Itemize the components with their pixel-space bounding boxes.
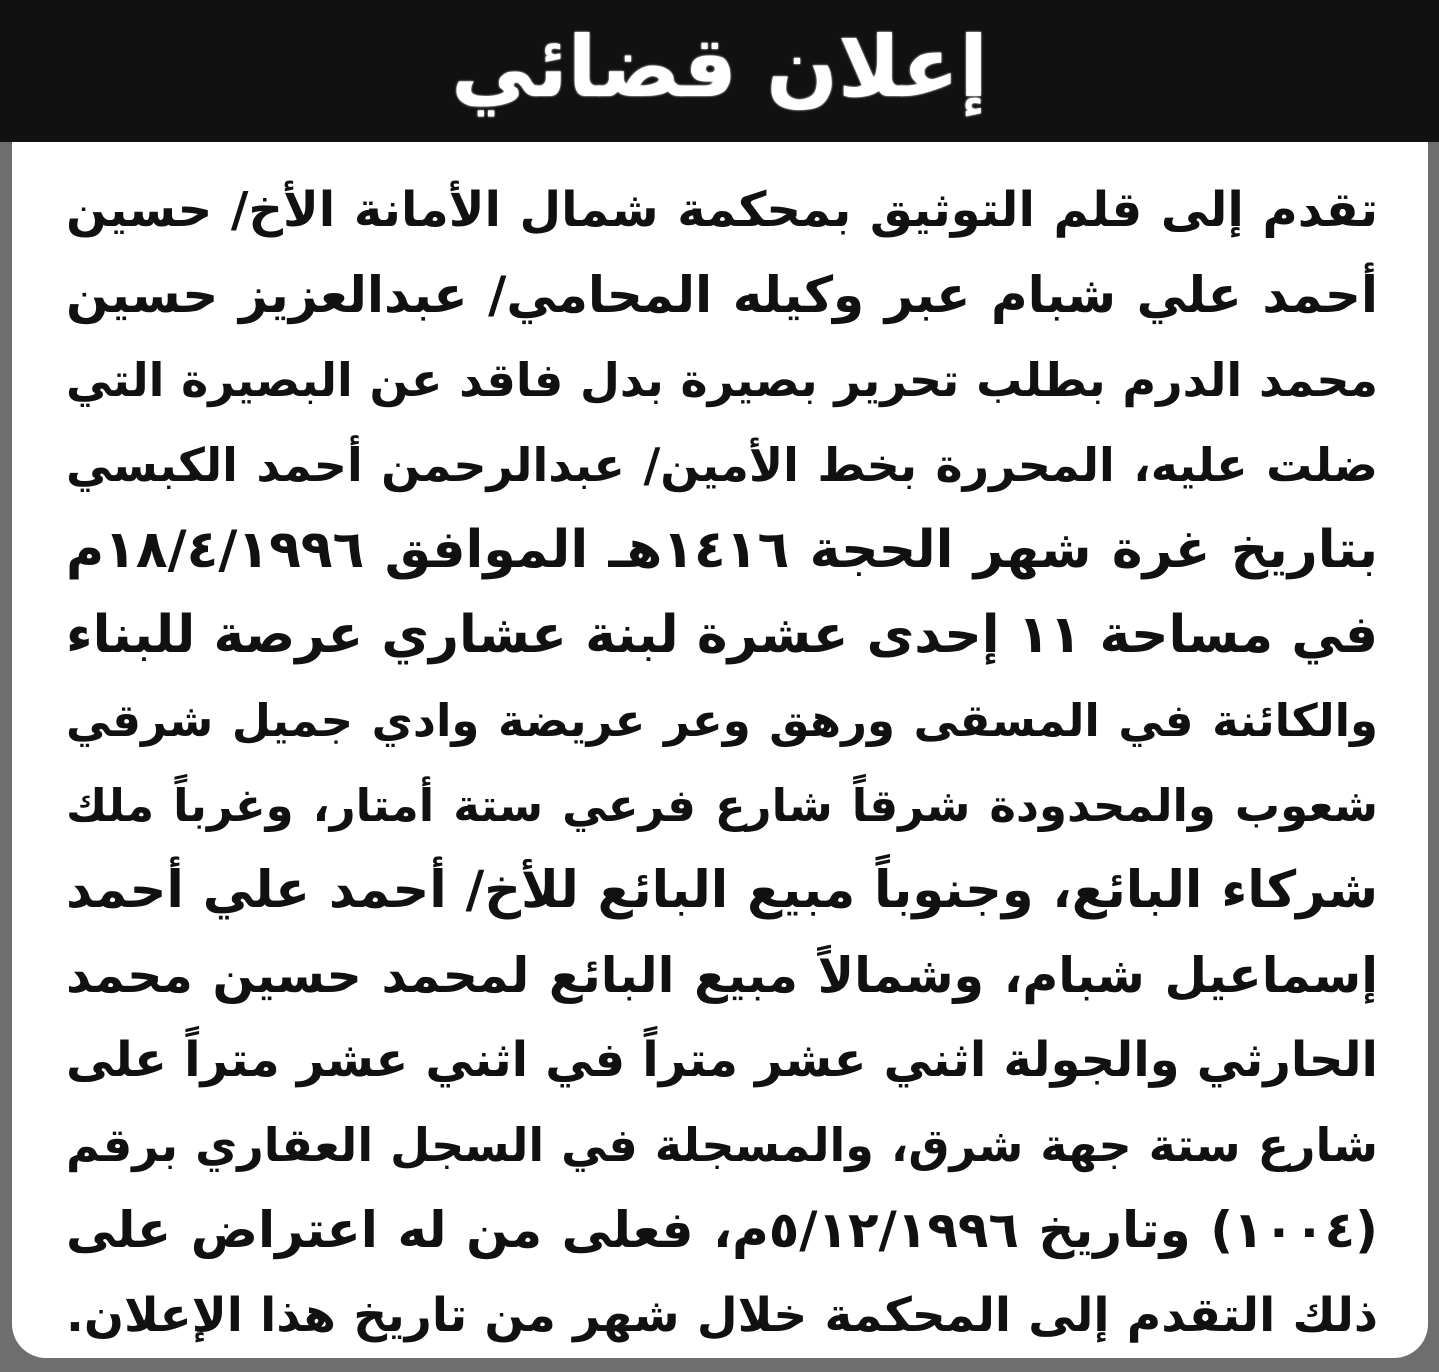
text-line: الحارثي والجولة اثني عشر متراً في اثني عشر متراً على [66, 1032, 1378, 1088]
text-line: شعوب والمحدودة شرقاً شارع فرعي ستة أمتار، وغرباً ملك [66, 779, 1378, 832]
text-line: شارع ستة جهة شرق، والمسجلة في السجل العقاري برقم [66, 1118, 1378, 1172]
body-text [66, 168, 1378, 1358]
text-line: محمد الدرم بطلب تحرير بصيرة بدل فاقد عن البصيرة التي [66, 353, 1378, 407]
announcement-title: إعلان قضائي [451, 18, 988, 116]
text-line: ضلت عليه، المحررة بخط الأمين/ عبدالرحمن أحمد الكبسي [66, 438, 1378, 492]
text-line: تقدم إلى قلم التوثيق بمحكمة شمال الأمانة الأخ/ حسين [66, 182, 1378, 238]
header-bar [0, 0, 1439, 142]
text-line: شركاء البائع، وجنوباً مبيع البائع للأخ/ أحمد علي أحمد [66, 861, 1378, 920]
text-line: في مساحة ١١ إحدى عشرة لبنة عشاري عرصة للبناء [66, 605, 1378, 665]
text-line: إسماعيل شبام، وشمالاً مبيع البائع لمحمد حسين محمد [66, 947, 1378, 1004]
text-line: ذلك التقدم إلى المحكمة خلال شهر من تاريخ هذا الإعلان. [66, 1288, 1378, 1343]
text-line: (١٠٠٤) وتاريخ ٥/١٢/١٩٩٦م، فعلى من له اعتراض على [66, 1201, 1378, 1259]
text-line: أحمد علي شبام عبر وكيله المحامي/ عبدالعزيز حسين [66, 266, 1378, 324]
text-line: والكائنة في المسقى ورهق وعر عريضة وادي جميل شرقي [66, 694, 1378, 747]
announcement-body [12, 142, 1428, 1358]
text-line: بتاريخ غرة شهر الحجة ١٤١٦هـ الموافق ١٨/٤/١٩٩٦م [66, 520, 1378, 580]
